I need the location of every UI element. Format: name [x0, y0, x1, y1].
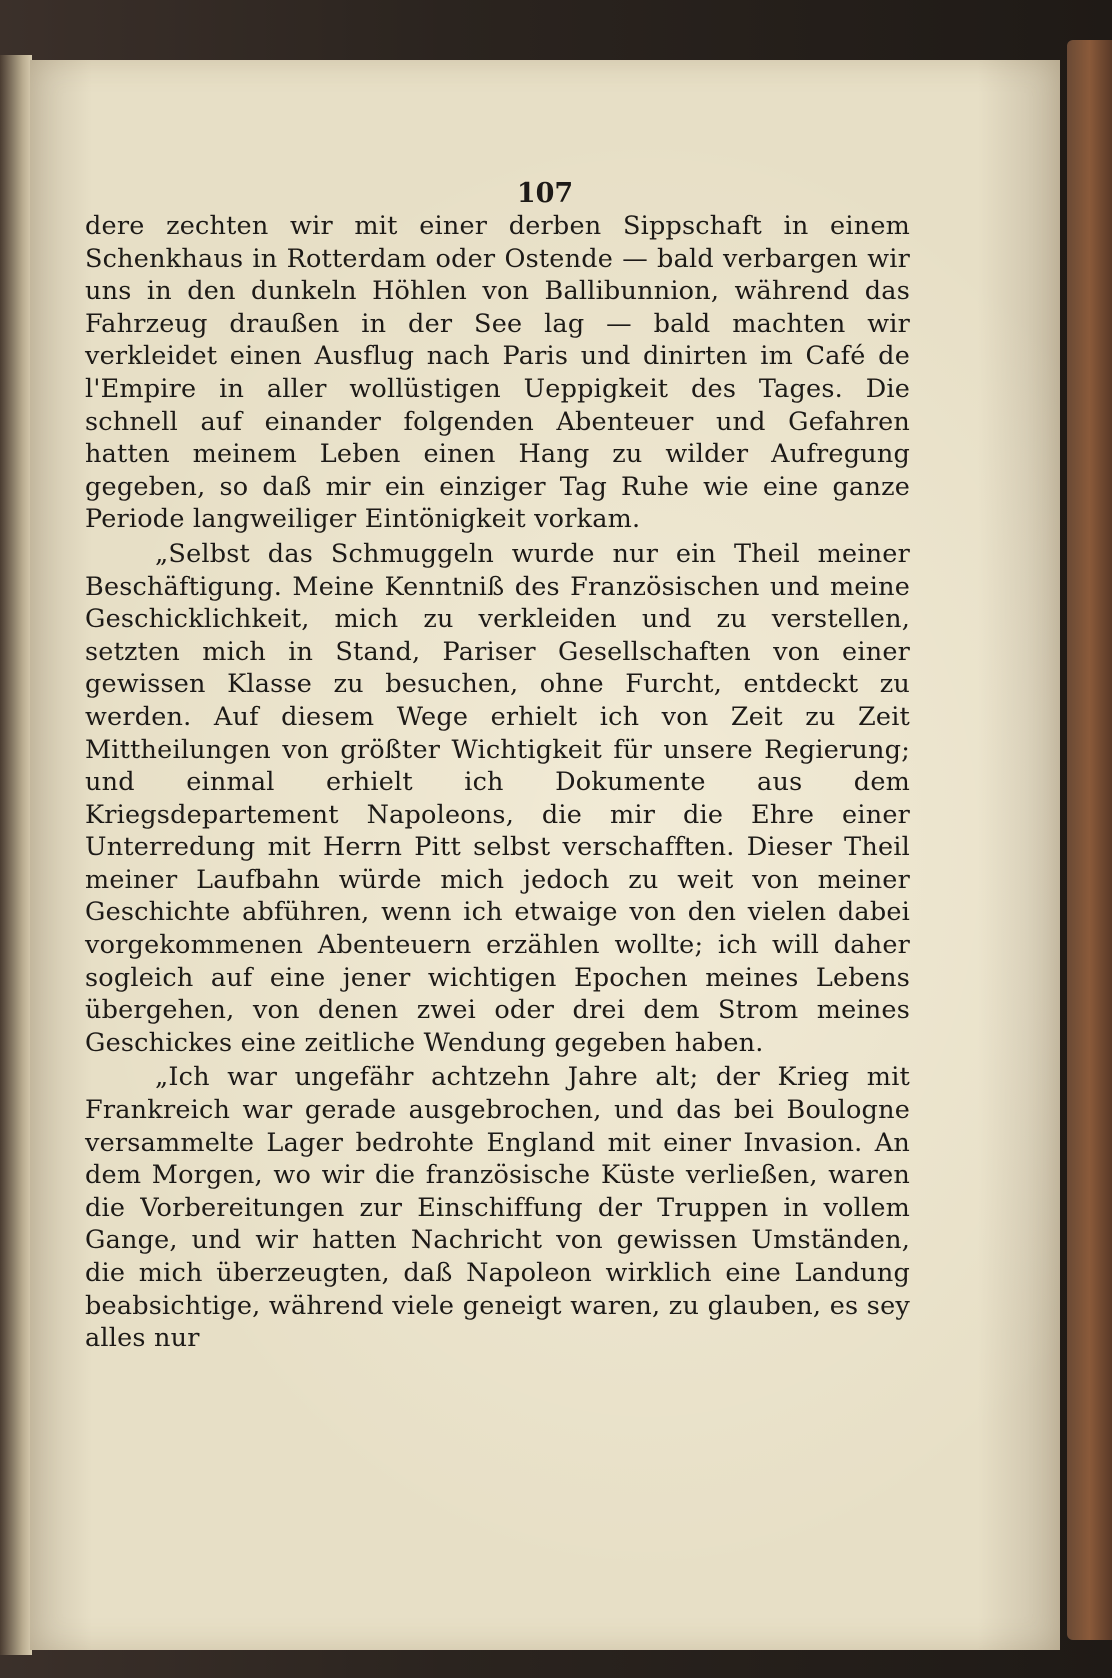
paragraph-3: „Ich war ungefähr achtzehn Jahre alt; der Krieg mit Frankreich war gerade ausgebrochen, und das bei Boulogne versammelte Lager bedrohte England mit einer Invasion. An dem Morgen, wo wir die französische Küste verließen, waren die Vorbereitungen zur Einschiffung der Truppen in vollem Gange, und wir hatten Nachricht von gewissen Umständen, die mich überzeugten, daß Napoleon wirklich eine Landung beabsichtige, während viele geneigt waren, zu glauben, es sey alles nur: [85, 1062, 910, 1354]
page-text: [85, 210, 910, 1355]
paragraph-1: dere zechten wir mit einer derben Sippschaft in einem Schenkhaus in Rotterdam oder Ostende — bald verbargen wir uns in den dunkeln Höhlen von Ballibunnion, während das Fahrzeug draußen in der See lag — bald machten wir verkleidet einen Ausflug nach Paris und dinirten im Café de l'Empire in aller wollüstigen Ueppigkeit des Tages. Die schnell auf einander folgenden Abenteuer und Gefahren hatten meinem Leben einen Hang zu wilder Aufregung gegeben, so daß mir ein einziger Tag Ruhe wie eine ganze Periode langweiliger Eintönigkeit vorkam.: [85, 211, 910, 535]
paragraph-2: „Selbst das Schmuggeln wurde nur ein Theil meiner Beschäftigung. Meine Kenntniß des Französischen und meine Geschicklichkeit, mich zu verkleiden und zu verstellen, setzten mich in Stand, Pariser Gesellschaften von einer gewissen Klasse zu besuchen, ohne Furcht, entdeckt zu werden. Auf diesem Wege erhielt ich von Zeit zu Zeit Mittheilungen von größter Wichtigkeit für unsere Regierung; und einmal erhielt ich Dokumente aus dem Kriegsdepartement Napoleons, die mir die Ehre einer Unterredung mit Herrn Pitt selbst verschafften. Dieser Theil meiner Laufbahn würde mich jedoch zu weit von meiner Geschichte abführen, wenn ich etwaige von den vielen dabei vorgekommenen Abenteuern erzählen wollte; ich will daher sogleich auf eine jener wichtigen Epochen meines Lebens übergehen, von denen zwei oder drei dem Strom meines Geschickes eine zeitliche Wendung gegeben haben.: [85, 538, 910, 1058]
book-page: [30, 60, 1060, 1650]
page-edge: [0, 55, 32, 1655]
book-cover-edge: [1067, 40, 1112, 1640]
page-number: 107: [516, 178, 574, 209]
